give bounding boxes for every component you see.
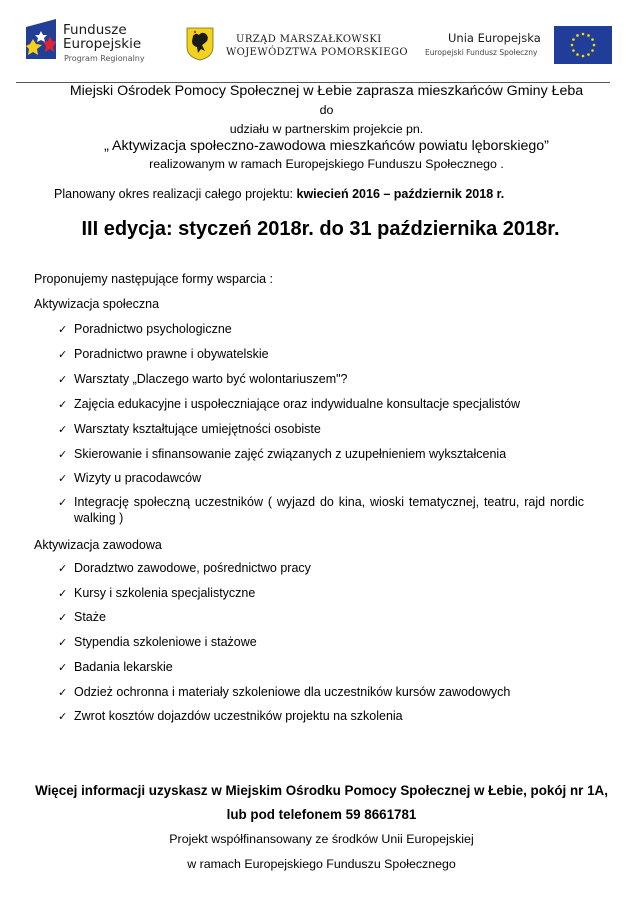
pomorskie-line1: URZĄD MARSZAŁKOWSKI — [236, 34, 382, 45]
list-item-text: Warsztaty „Dlaczego warto być wolontariuszem"? — [74, 372, 348, 386]
list-item — [58, 494, 598, 526]
eu-star-icon — [587, 53, 590, 56]
list-item — [58, 585, 598, 602]
intro-line-5: realizowanym w ramach Europejskiego Funduszu Społecznego . — [149, 157, 504, 171]
eu-flag-icon — [554, 26, 612, 64]
pomorskie-line2: WOJEWÓDZTWA POMORSKIEGO — [226, 47, 408, 58]
list-item-text: Doradztwo zawodowe, pośrednictwo pracy — [74, 561, 311, 575]
griffin-crest-icon — [186, 27, 214, 61]
list-item — [58, 421, 598, 438]
list-item — [58, 659, 598, 676]
period-value: kwiecień 2016 – październik 2018 r. — [296, 187, 505, 201]
checkmark-icon: ✓ — [58, 424, 68, 436]
project-name: „ Aktywizacja społeczno-zawodowa mieszkańców powiatu lęborskiego” — [104, 138, 549, 154]
eu-star-icon — [593, 44, 596, 47]
urzad-marszalkowski-text — [226, 33, 408, 59]
fe-title-line2: Europejskie — [63, 36, 142, 52]
list-item — [58, 396, 598, 413]
list-item — [58, 346, 598, 363]
checkmark-icon: ✓ — [58, 374, 68, 386]
section-title-professional: Aktywizacja zawodowa — [34, 538, 162, 552]
edition-heading: III edycja: styczeń 2018r. do 31 października 2018r. — [81, 218, 560, 240]
checkmark-icon: ✓ — [58, 449, 68, 461]
section-title-social: Aktywizacja społeczna — [34, 297, 160, 311]
list-item-text: Zwrot kosztów dojazdów uczestników projektu na szkolenia — [74, 709, 403, 723]
period-label: Planowany okres realizacji całego projektu: — [54, 187, 297, 201]
list-item — [58, 371, 598, 388]
cofinance-line-1: Projekt współfinansowany ze środków Unii Europejskiej — [169, 832, 474, 846]
eu-star-icon — [591, 49, 594, 52]
list-item — [58, 321, 598, 338]
list-item-text: Odzież ochronna i materiały szkoleniowe dla uczestników kursów zawodowych — [74, 685, 511, 699]
fe-title-line1: Fundusze — [63, 22, 127, 38]
eu-star-icon — [582, 33, 585, 36]
efs-subtitle: Europejski Fundusz Społeczny — [425, 48, 538, 57]
checkmark-icon: ✓ — [58, 588, 68, 600]
eu-star-icon — [591, 38, 594, 41]
checkmark-icon: ✓ — [58, 687, 68, 699]
list-item — [58, 560, 598, 577]
intro-line-1: Miejski Ośrodek Pomocy Społecznej w Łebie zaprasza mieszkańców Gminy Łeba — [69, 83, 584, 99]
list-item-text: Skierowanie i sfinansowanie zajęć związanych z uzupełnieniem wykształcenia — [74, 447, 507, 461]
checkmark-icon: ✓ — [58, 473, 68, 485]
list-item — [58, 470, 598, 487]
list-item — [58, 684, 598, 701]
intro-line-2: do — [319, 103, 334, 117]
eu-star-icon — [582, 55, 585, 58]
list-item-text: Poradnictwo psychologiczne — [74, 322, 232, 336]
list-item-text: Warsztaty kształtujące umiejętności osobiste — [74, 422, 321, 436]
eu-star-icon — [571, 44, 574, 47]
checkmark-icon: ✓ — [58, 612, 68, 624]
eu-star-icon — [587, 34, 590, 37]
list-item-text: Integrację społeczną uczestników ( wyjazd do kina, wioski tematycznej, teatru, rajd nordic walking ) — [74, 495, 584, 525]
checkmark-icon: ✓ — [58, 399, 68, 411]
checkmark-icon: ✓ — [58, 497, 68, 509]
fundusze-europejskie-logo-icon — [26, 19, 56, 59]
list-item-text: Kursy i szkolenia specjalistyczne — [74, 586, 256, 600]
list-item — [58, 446, 598, 463]
checkmark-icon: ✓ — [58, 324, 68, 336]
support-intro: Proponujemy następujące formy wsparcia : — [34, 272, 274, 286]
list-item — [58, 634, 598, 651]
eu-star-icon — [572, 38, 575, 41]
checkmark-icon: ✓ — [58, 662, 68, 674]
fundusze-europejskie-title — [63, 23, 141, 51]
list-item-text: Wizyty u pracodawców — [74, 471, 202, 485]
unia-europejska-title: Unia Europejska — [448, 31, 541, 45]
checkmark-icon: ✓ — [58, 711, 68, 723]
eu-star-icon — [576, 53, 579, 56]
list-item-text: Poradnictwo prawne i obywatelskie — [74, 347, 269, 361]
intro-line-3: udziału w partnerskim projekcie pn. — [229, 122, 424, 136]
list-item-text: Zajęcia edukacyjne i uspołeczniające oraz indywidualne konsultacje specjalistów — [74, 397, 521, 411]
list-item — [58, 609, 598, 626]
list-item — [58, 708, 598, 725]
info-line-1: Więcej informacji uzyskasz w Miejskim Ośrodku Pomocy Społecznej w Łebie, pokój nr 1A, — [35, 783, 608, 798]
list-item-text: Badania lekarskie — [74, 660, 173, 674]
cofinance-line-2: w ramach Europejskiego Funduszu Społecznego — [187, 857, 456, 871]
eu-star-icon — [572, 49, 575, 52]
eu-star-icon — [576, 34, 579, 37]
checkmark-icon: ✓ — [58, 637, 68, 649]
project-period — [54, 187, 504, 201]
list-item-text: Stypendia szkoleniowe i stażowe — [74, 635, 257, 649]
fe-program-subtitle: Program Regionalny — [64, 54, 145, 63]
list-item-text: Staże — [74, 610, 106, 624]
checkmark-icon: ✓ — [58, 349, 68, 361]
checkmark-icon: ✓ — [58, 563, 68, 575]
info-line-2-phone: lub pod telefonem 59 8661781 — [226, 807, 417, 822]
